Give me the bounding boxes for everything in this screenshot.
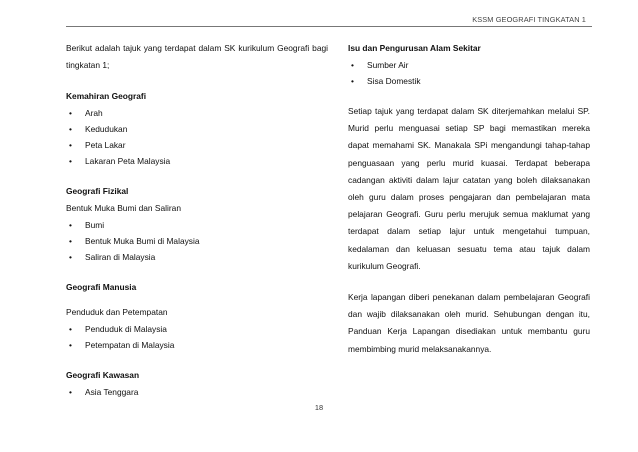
bullet-icon: • — [69, 108, 72, 118]
paragraph-kerja-lapangan: Kerja lapangan diberi penekanan dalam pembelajaran Geografi dan wajib dilaksanakan oleh murid. Sehubungan dengan itu, Panduan Kerja Lapangan disediakan untuk membantu guru membimbing murid melaksanakannya. — [348, 292, 590, 354]
list-item: • Lakaran Peta Malaysia — [66, 153, 328, 169]
section-geografi-manusia — [66, 279, 328, 353]
bullet-icon: • — [69, 156, 72, 166]
list-item: • Petempatan di Malaysia — [66, 337, 328, 353]
paragraph-standard-pembelajaran: Setiap tajuk yang terdapat dalam SK diterjemahkan melalui SP. Murid perlu menguasai setiap SP bagi memastikan mereka dapat memahami SK. Manakala SPi mengandungi tahap-tahap penguasaan yang perlu murid kuasai. Terdapat beberapa cadangan aktiviti dalam lajur catatan yang boleh dilaksanakan oleh guru dalam proses pengajaran dan pembelajaran mata pelajaran Geografi. Guru perlu merujuk semua maklumat yang terdapat dalam setiap lajur untuk mengetahui tumpuan, kedalaman dan keluasan sesuatu tema atau tajuk dalam kurikulum Geografi. — [348, 106, 590, 271]
section-heading: Geografi Fizikal — [66, 186, 129, 196]
bullet-icon: • — [69, 220, 72, 230]
section-list — [66, 321, 328, 353]
section-list — [66, 384, 328, 400]
list-item: • Asia Tenggara — [66, 384, 328, 400]
bullet-icon: • — [351, 76, 354, 86]
section-heading: Isu dan Pengurusan Alam Sekitar — [348, 43, 481, 53]
list-item: • Bumi — [66, 217, 328, 233]
list-item: • Sumber Air — [348, 57, 590, 73]
left-column — [66, 40, 328, 400]
bullet-icon: • — [69, 140, 72, 150]
list-item: • Arah — [66, 105, 328, 121]
bullet-icon: • — [69, 236, 72, 246]
list-item: • Sisa Domestik — [348, 73, 590, 89]
bullet-icon: • — [69, 252, 72, 262]
list-item: • Saliran di Malaysia — [66, 249, 328, 265]
section-subheading: Bentuk Muka Bumi dan Saliran — [66, 203, 181, 213]
bullet-icon: • — [69, 124, 72, 134]
section-geografi-kawasan — [66, 367, 328, 400]
list-item: • Kedudukan — [66, 121, 328, 137]
section-heading: Geografi Kawasan — [66, 370, 140, 380]
bullet-icon: • — [69, 340, 72, 350]
bullet-icon: • — [69, 387, 72, 397]
section-kemahiran-geografi — [66, 88, 328, 169]
intro-paragraph: Berikut adalah tajuk yang terdapat dalam SK kurikulum Geografi bagi tingkatan 1; — [66, 43, 328, 70]
header-divider — [66, 26, 592, 27]
section-subheading: Penduduk dan Petempatan — [66, 307, 168, 317]
list-item: • Bentuk Muka Bumi di Malaysia — [66, 233, 328, 249]
right-column — [348, 40, 590, 358]
section-heading: Kemahiran Geografi — [66, 91, 147, 101]
bullet-icon: • — [69, 324, 72, 334]
section-list — [66, 217, 328, 265]
section-list — [66, 105, 328, 169]
section-geografi-fizikal — [66, 183, 328, 265]
header-title: KSSM GEOGRAFI TINGKATAN 1 — [472, 15, 586, 24]
list-item: • Penduduk di Malaysia — [66, 321, 328, 337]
section-list — [348, 57, 590, 89]
page-number: 18 — [314, 403, 324, 412]
bullet-icon: • — [351, 60, 354, 70]
list-item: • Peta Lakar — [66, 137, 328, 153]
section-heading: Geografi Manusia — [66, 282, 137, 292]
